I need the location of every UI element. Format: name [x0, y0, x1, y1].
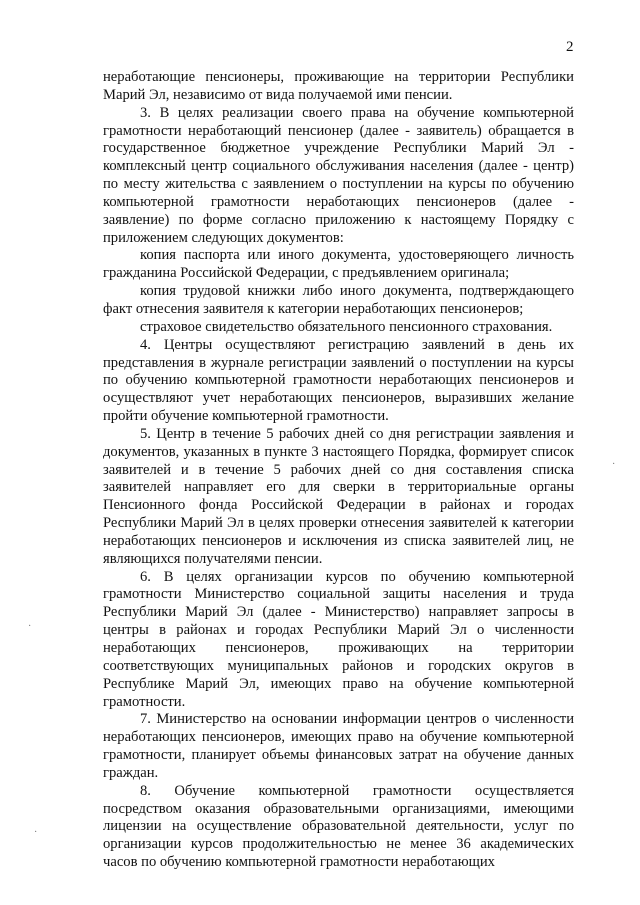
document-list-employment-record: копия трудовой книжки либо иного документа, подтверждающего факт отнесения заявителя к категории неработающих пенсионеров; — [103, 283, 574, 317]
document-body — [103, 69, 574, 872]
document-list-passport: копия паспорта или иного документа, удостоверяющего личность гражданина Российской Федерации, с предъявлением оригинала; — [103, 247, 574, 282]
scan-speck: · — [612, 459, 616, 470]
page-number: 2 — [566, 39, 574, 55]
paragraph-item-4: 4. Центры осуществляют регистрацию заявлений в день их представления в журнале регистрации заявлений о поступлении на курсы по обучению компьютерной грамотности неработающих пенсионеров и осуществляют учет неработающих пенсионеров, выразивших желание пройти обучение компьютерной грамотности. — [103, 336, 574, 425]
scan-speck: · — [28, 621, 32, 632]
paragraph-item-7: 7. Министерство на основании информации центров о численности неработающих пенсионеров, имеющих право на обучение компьютерной грамотности, планирует объемы финансовых затрат на обучение данных граждан. — [103, 711, 574, 781]
paragraph-item-3: 3. В целях реализации своего права на обучение компьютерной грамотности неработающий пенсионер (далее - заявитель) обращается в государственное бюджетное учреждение Республики Марий Эл - комплексный центр социального обслуживания населения (далее - центр) по месту жительства с заявлением о поступлении на курсы по обучению компьютерной грамотности неработающих пенсионеров (далее - заявление) по форме согласно приложению к настоящему Порядку с приложением следующих документов: — [103, 104, 574, 246]
scan-speck: · — [34, 827, 38, 838]
paragraph-item-5: 5. Центр в течение 5 рабочих дней со дня регистрации заявления и документов, указанных в пункте 3 настоящего Порядка, формирует список заявителей и в течение 5 рабочих дней со дня составления списка заявителей направляет его для сверки в территориальные органы Пенсионного фонда Российской Федерации в районах и городах Республики Марий Эл в целях проверки отнесения заявителей к категории неработающих пенсионеров и исключения из списка заявителей лиц, не являющихся получателями пенсии. — [103, 425, 574, 567]
paragraph-continuation: неработающие пенсионеры, проживающие на территории Республики Марий Эл, независимо от вида получаемой ими пенсии. — [103, 69, 574, 103]
document-list-insurance-certificate: страховое свидетельство обязательного пенсионного страхования. — [140, 318, 553, 335]
paragraph-item-6: 6. В целях организации курсов по обучению компьютерной грамотности Министерство социальной защиты населения и труда Республики Марий Эл (далее - Министерство) направляет запросы в центры в районах и городах Республики Марий Эл о численности неработающих пенсионеров, проживающих на территории соответствующих муниципальных районов и городских округов в Республике Марий Эл, имеющих право на обучение компьютерной грамотности. — [103, 568, 574, 710]
paragraph-item-8: 8. Обучение компьютерной грамотности осуществляется посредством оказания образовательными организациями, имеющими лицензии на осуществление образовательной деятельности, услуг по организации курсов продолжительностью не менее 36 академических часов по обучению компьютерной грамотности неработающих — [103, 782, 574, 871]
